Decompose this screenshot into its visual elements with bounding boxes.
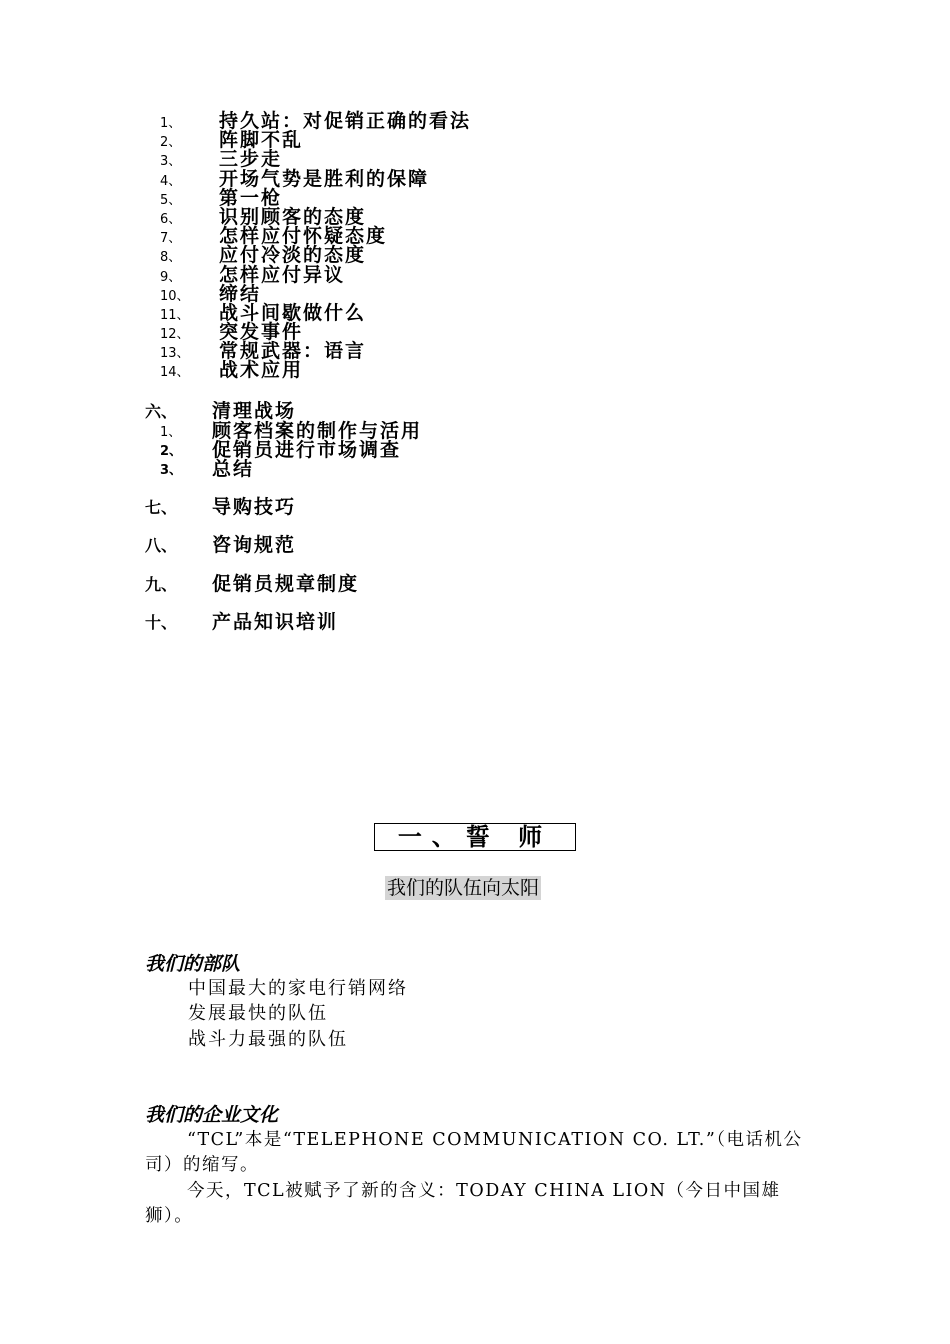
toc-subitems <box>0 112 950 381</box>
chapter-slogan: 我们的队伍向太阳 <box>387 877 540 899</box>
toc-item: 12、 突发事件 <box>160 321 304 344</box>
culture-paragraph-1: “TCL”本是“TELEPHONE COMMUNICATION CO. LT.”（电话机公司）的缩写。 <box>145 1130 803 1175</box>
toc-section-10: 十、 产品知识培训 <box>145 611 339 633</box>
army-heading: 我们的部队 <box>145 953 241 975</box>
toc-item: 4、 开场气势是胜利的保障 <box>160 167 430 190</box>
toc-item: 2、 阵脚不乱 <box>160 129 304 152</box>
army-line: 中国最大的家电行销网络 <box>188 978 408 999</box>
toc-item: 1、 持久站：对促销正确的看法 <box>160 110 472 132</box>
toc-item: 9、 怎样应付异议 <box>160 263 346 286</box>
toc-item: 8、 应付冷淡的态度 <box>160 244 367 267</box>
chapter-title: 一、誓 师 <box>374 823 576 851</box>
toc-item: 3、 三步走 <box>160 148 283 171</box>
toc-item: 10、 缔结 <box>160 282 262 305</box>
toc-section-6 <box>0 401 950 479</box>
toc-section-8: 八、 咨询规范 <box>145 534 297 556</box>
toc-item: 1、 顾客档案的制作与活用 <box>160 420 423 442</box>
toc-item: 11、 战斗间歇做什么 <box>160 301 367 324</box>
toc-section-9: 九、 促销员规章制度 <box>145 573 360 595</box>
toc-item: 14、 战术应用 <box>160 359 304 382</box>
toc-item: 13、 常规武器：语言 <box>160 340 367 363</box>
toc-item: 6、 识别顾客的态度 <box>160 205 367 228</box>
section-heading: 六、 清理战场 <box>145 400 297 422</box>
toc-section-7: 七、 导购技巧 <box>145 496 297 518</box>
culture-heading: 我们的企业文化 <box>145 1104 279 1126</box>
culture-paragraph-2: 今天，TCL被赋予了新的含义：TODAY CHINA LION（今日中国雄狮）。 <box>145 1181 781 1226</box>
army-line: 战斗力最强的队伍 <box>188 1029 348 1050</box>
toc-item: 5、 第一枪 <box>160 186 283 209</box>
toc-item: 7、 怎样应付怀疑态度 <box>160 225 388 248</box>
army-line: 发展最快的队伍 <box>188 1003 328 1024</box>
toc-item: 2、 促销员进行市场调查 <box>160 439 402 461</box>
toc-item: 3、 总结 <box>160 458 255 480</box>
